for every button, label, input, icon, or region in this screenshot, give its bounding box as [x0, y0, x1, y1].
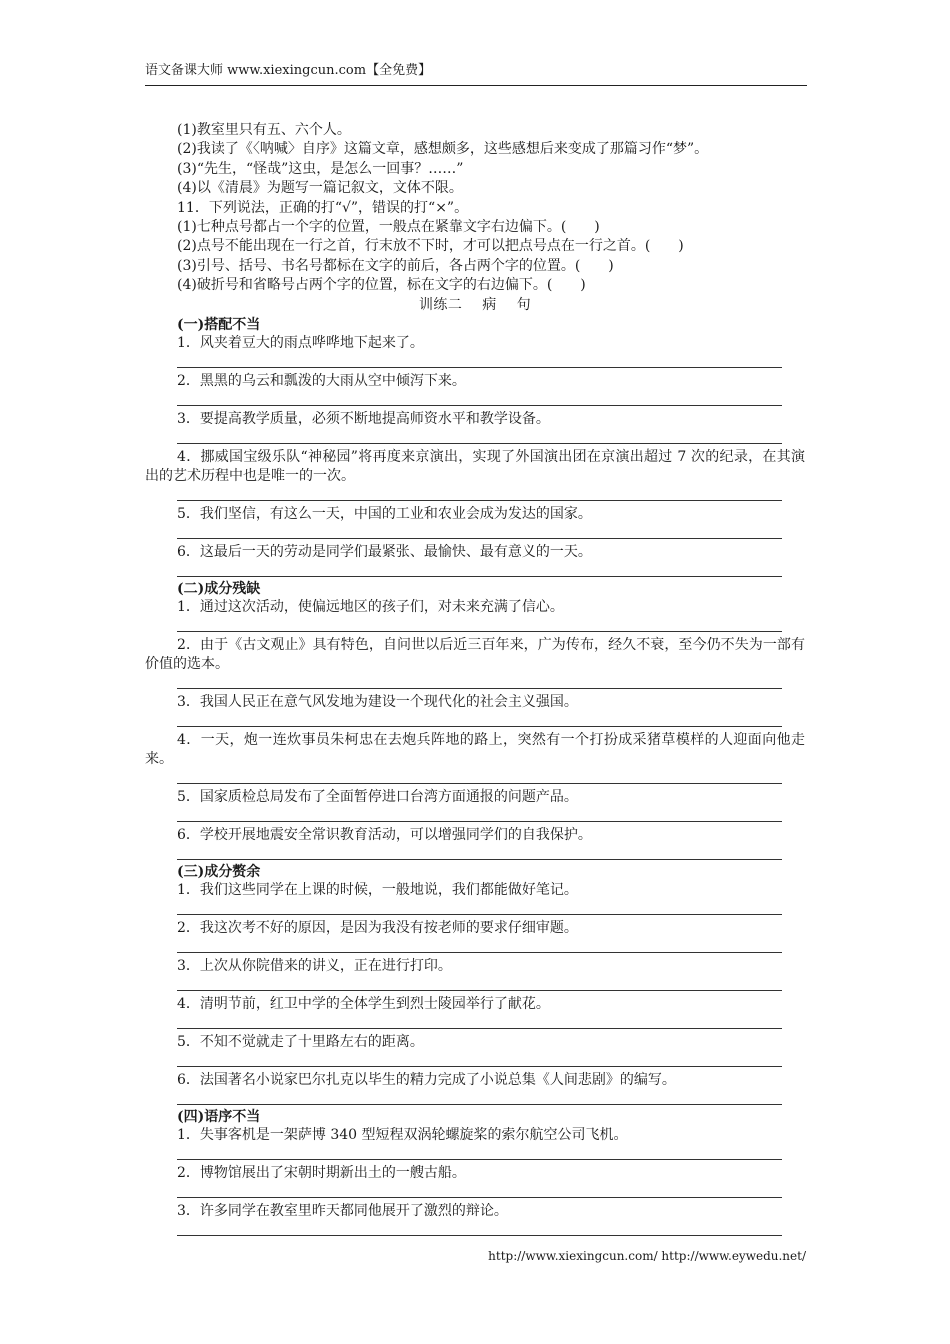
- document-body: [145, 121, 805, 1240]
- answer-line[interactable]: [177, 617, 782, 632]
- question-item: 6．学校开展地震安全常识教育活动，可以增强同学们的自我保护。: [177, 826, 592, 843]
- question-item: 5．我们坚信，有这么一天，中国的工业和农业会成为发达的国家。: [177, 505, 592, 522]
- page-header: 语文备课大师 www.xiexingcun.com【全免费】: [145, 62, 807, 86]
- answer-line[interactable]: [177, 524, 782, 539]
- section-heading: (一)搭配不当: [177, 316, 261, 333]
- answer-line[interactable]: [177, 562, 782, 577]
- question-item: 4．挪威国宝级乐队“神秘园”将再度来京演出，实现了外国演出团在京演出超过 7 次的纪录，在其演出的艺术历程中也是唯一的一次。: [145, 448, 805, 484]
- intro-line: (1)教室里只有五、六个人。: [177, 122, 351, 138]
- question-item: 2．我这次考不好的原因，是因为我没有按老师的要求仔细审题。: [177, 919, 578, 936]
- question-item: 3．上次从你院借来的讲义，正在进行打印。: [177, 957, 452, 974]
- question-item: 1．失事客机是一架萨博 340 型短程双涡轮螺旋桨的索尔航空公司飞机。: [177, 1126, 628, 1143]
- section-heading: (三)成分赘余: [177, 863, 261, 880]
- question-item: 4．清明节前，红卫中学的全体学生到烈士陵园举行了献花。: [177, 995, 550, 1012]
- training-title-part: 病: [482, 296, 497, 313]
- answer-line[interactable]: [177, 674, 782, 689]
- question-item: 6．这最后一天的劳动是同学们最紧张、最愉快、最有意义的一天。: [177, 543, 592, 560]
- answer-line[interactable]: [177, 1014, 782, 1029]
- intro-line: (4)以《清晨》为题写一篇记叙文，文体不限。: [177, 180, 463, 197]
- question-item: 3．许多同学在教室里昨天都同他展开了激烈的辩论。: [177, 1202, 508, 1219]
- answer-line[interactable]: [177, 900, 782, 915]
- intro-line: (4)破折号和省略号占两个字的位置，标在文字的右边偏下。( ): [177, 277, 586, 294]
- intro-line: (2)点号不能出现在一行之首，行末放不下时，才可以把点号点在一行之首。( ): [177, 238, 684, 255]
- training-title-part: 训练二: [418, 296, 463, 313]
- section-missing-component: [145, 581, 805, 860]
- question-item: 5．国家质检总局发布了全面暂停进口台湾方面通报的问题产品。: [177, 788, 578, 805]
- answer-line[interactable]: [177, 486, 782, 501]
- section-heading: (四)语序不当: [177, 1108, 261, 1125]
- intro-line: (1)七种点号都占一个字的位置，一般点在紧靠文字右边偏下。( ): [177, 219, 600, 236]
- question-item: 2．黑黑的乌云和瓢泼的大雨从空中倾泻下来。: [177, 372, 466, 389]
- question-item: 2．由于《古文观止》具有特色，自问世以后近三百年来，广为传布，经久不衰，至今仍不失为一部有价值的选本。: [145, 636, 805, 672]
- answer-line[interactable]: [177, 1145, 782, 1160]
- question-item: 1．我们这些同学在上课的时候，一般地说，我们都能做好笔记。: [177, 881, 578, 898]
- section-word-order: [145, 1109, 805, 1236]
- question-item: 1．通过这次活动，使偏远地区的孩子们，对未来充满了信心。: [177, 598, 564, 615]
- answer-line[interactable]: [177, 391, 782, 406]
- intro-line: 11．下列说法，正确的打“√”，错误的打“×”。: [177, 199, 469, 216]
- question-item: 6．法国著名小说家巴尔扎克以毕生的精力完成了小说总集《人间悲剧》的编写。: [177, 1071, 676, 1088]
- section-redundancy: [145, 864, 805, 1105]
- intro-line: (2)我读了《〈呐喊〉自序》这篇文章，感想颇多，这些感想后来变成了那篇习作“梦”。: [177, 141, 709, 158]
- question-item: 3．我国人民正在意气风发地为建设一个现代化的社会主义强国。: [177, 693, 578, 710]
- answer-line[interactable]: [177, 938, 782, 953]
- answer-line[interactable]: [177, 1183, 782, 1198]
- page-footer: http://www.xiexingcun.com/ http://www.eywedu.net/: [488, 1249, 806, 1263]
- answer-line[interactable]: [177, 1221, 782, 1236]
- question-item: 4．一天，炮一连炊事员朱柯忠在去炮兵阵地的路上，突然有一个打扮成采猪草模样的人迎面向他走来。: [145, 731, 805, 767]
- intro-line: (3)“先生，“怪哉”这虫，是怎么一回事？……”: [177, 160, 464, 177]
- section-collocation: [145, 317, 805, 577]
- question-item: 5．不知不觉就走了十里路左右的距离。: [177, 1033, 424, 1050]
- section-heading: (二)成分残缺: [177, 580, 261, 597]
- answer-line[interactable]: [177, 807, 782, 822]
- question-item: 2．博物馆展出了宋朝时期新出土的一艘古船。: [177, 1164, 466, 1181]
- training-title: [145, 296, 805, 315]
- answer-line[interactable]: [177, 976, 782, 991]
- training-title-part: 句: [516, 296, 532, 313]
- answer-line[interactable]: [177, 353, 782, 368]
- answer-line[interactable]: [177, 712, 782, 727]
- question-item: 1．风夹着豆大的雨点哗哗地下起来了。: [177, 334, 424, 351]
- answer-line[interactable]: [177, 1052, 782, 1067]
- answer-line[interactable]: [177, 769, 782, 784]
- intro-block: [145, 121, 805, 296]
- answer-line[interactable]: [177, 429, 782, 444]
- answer-line[interactable]: [177, 1090, 782, 1105]
- answer-line[interactable]: [177, 845, 782, 860]
- intro-line: (3)引号、括号、书名号都标在文字的前后，各占两个字的位置。( ): [177, 257, 614, 274]
- question-item: 3．要提高教学质量，必须不断地提高师资水平和教学设备。: [177, 410, 550, 427]
